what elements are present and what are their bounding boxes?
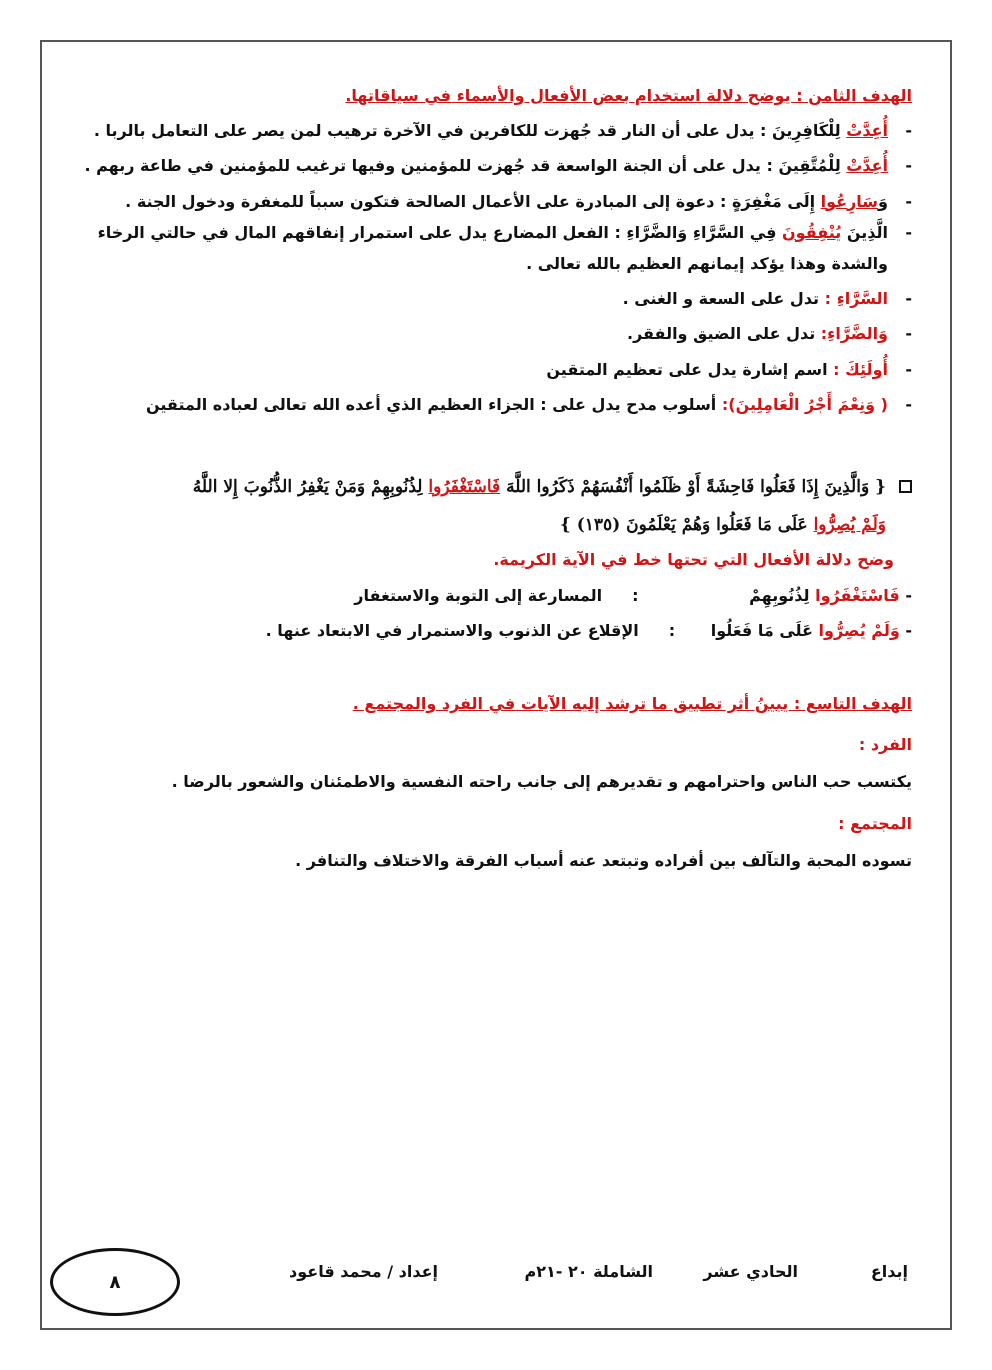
- footer-grade: الحادي عشر: [703, 1262, 798, 1281]
- item-text: : يدل على أن الجنة الواسعة قد جُهزت للمؤمنين وفيها ترغيب للمؤمنين في طاعة ربهم .: [84, 156, 779, 176]
- checkbox-icon: [899, 480, 912, 493]
- item-term: السَّرَّاءِ :: [824, 289, 888, 309]
- item-term-rest: لِلْكَافِرِينَ: [772, 121, 847, 141]
- item-text: اسم إشارة يدل على تعظيم المتقين: [546, 359, 834, 379]
- item-term: أُولَئِكَ :: [833, 359, 888, 379]
- answer-text: المسارعة إلى التوبة والاستغفار: [354, 585, 603, 605]
- item-text: : دعوة إلى المبادرة على الأعمال الصالحة فتكون سبباً للمغفرة ودخول الجنة .: [125, 191, 732, 211]
- goal8-item: - الَّذِينَ يُنْفِقُونَ فِي السَّرَّاءِ وَالضَّرَّاءِ : الفعل المضارع يدل على استمرار إنفاقهم المال في حالتي الرخاء والشدة وهذا يؤكد إيمانهم العظيم بالله تعالى .: [97, 222, 912, 273]
- society-label: المجتمع :: [838, 813, 912, 833]
- item-term-rest: إِلَى مَغْفِرَةٍ: [731, 191, 821, 211]
- item-term-rest: لِلْمُتَّقِينَ: [778, 156, 847, 176]
- item-term: أُعِدَّتْ: [846, 121, 888, 141]
- page-number-oval: [50, 1248, 180, 1316]
- item-term: سَارِعُوا: [820, 191, 879, 211]
- answer-row: - فَاسْتَغْفَرُوا لِذُنُوبِهِمْ :المسارعة إلى التوبة والاستغفار: [354, 585, 912, 605]
- item-term: يُنْفِقُونَ: [782, 222, 842, 242]
- item-term-rest: فِي السَّرَّاءِ وَالضَّرَّاءِ: [626, 222, 783, 242]
- goal8-item: - وَسَارِعُوا إِلَى مَغْفِرَةٍ : دعوة إلى المبادرة على الأعمال الصالحة فتكون سبباً للمغفرة ودخول الجنة .: [125, 191, 912, 211]
- item-text: تدل على السعة و الغنى .: [622, 289, 825, 309]
- item-text: : الفعل المضارع يدل على استمرار إنفاقهم المال في حالتي الرخاء والشدة وهذا يؤكد إيمانهم العظيم بالله تعالى .: [97, 222, 888, 273]
- quran-verse: { وَالَّذِينَ إِذَا فَعَلُوا فَاحِشَةً أَوْ ظَلَمُوا أَنْفُسَهُمْ ذَكَرُوا اللَّهَ فَاسْتَغْفَرُوا لِذُنُوبِهِمْ وَمَنْ يَغْفِرُ الذُّنُوبَ إِلا اللَّهُ وَلَمْ يُصِرُّوا عَلَى مَا فَعَلُوا وَهُمْ يَعْلَمُونَ (١٣٥) }: [70, 468, 912, 545]
- answer-term: فَاسْتَغْفَرُوا: [815, 585, 900, 605]
- verse-highlight: وَلَمْ يُصِرُّوا: [813, 515, 886, 536]
- goal8-item: - أُعِدَّتْ لِلْمُتَّقِينَ : يدل على أن الجنة الواسعة قد جُهزت للمؤمنين وفيها ترغيب للمؤمنين في طاعة ربهم .: [84, 156, 912, 176]
- item-term-pre: الَّذِينَ: [841, 222, 888, 242]
- answer-text: الإقلاع عن الذنوب والاستمرار في الابتعاد عنها .: [265, 620, 639, 640]
- item-term: أُعِدَّتْ: [846, 156, 888, 176]
- item-text: أسلوب مدح يدل على : الجزاء العظيم الذي أعده الله تعالى لعباده المتقين: [146, 394, 722, 414]
- footer-edition: الشاملة ٢٠ -٢١م: [524, 1262, 653, 1281]
- item-term: ( وَنِعْمَ أَجْرُ الْعَامِلِينَ):: [721, 394, 888, 414]
- goal9-heading: الهدف التاسع : يبينُ أثر تطبيق ما ترشد إليه الآيات في الفرد والمجتمع .: [352, 693, 912, 713]
- individual-text: يكتسب حب الناس واحترامهم و تقديرهم إلى جانب راحته النفسية والاطمئنان والشعور بالرضا .: [171, 772, 912, 792]
- society-text: تسوده المحبة والتآلف بين أفراده وتبتعد عنه أسباب الفرقة والاختلاف والتنافر .: [295, 850, 912, 870]
- goal8-item: - ( وَنِعْمَ أَجْرُ الْعَامِلِينَ): أسلوب مدح يدل على : الجزاء العظيم الذي أعده الله تعالى لعباده المتقين: [146, 394, 912, 414]
- footer-author: إعداد / محمد قاعود: [289, 1262, 438, 1281]
- goal8-item: - أُولَئِكَ : اسم إشارة يدل على تعظيم المتقين: [546, 359, 912, 379]
- goal8-item: - أُعِدَّتْ لِلْكَافِرِينَ : يدل على أن النار قد جُهزت للكافرين في الآخرة ترهيب لمن يصر على التعامل بالربا .: [93, 121, 912, 141]
- goal8-heading: الهدف الثامن : يوضح دلالة استخدام بعض الأفعال والأسماء في سياقاتها.: [345, 86, 912, 105]
- goal8-item: - وَالضَّرَّاءِ: تدل على الضيق والفقر.: [627, 324, 912, 344]
- question-prompt: وضح دلالة الأفعال التي تحتها خط في الآية الكريمة.: [493, 550, 894, 570]
- footer-brand: إبداع: [870, 1262, 908, 1281]
- goal8-item: - السَّرَّاءِ : تدل على السعة و الغنى .: [622, 289, 912, 309]
- page-content: [70, 80, 912, 876]
- answer-term: وَلَمْ يُصِرُّوا: [818, 620, 900, 640]
- item-term: وَالضَّرَّاءِ:: [820, 324, 888, 344]
- item-term-pre: وَ: [878, 191, 888, 211]
- page-number: ٨: [109, 1271, 121, 1293]
- answer-row: - وَلَمْ يُصِرُّوا عَلَى مَا فَعَلُوا :الإقلاع عن الذنوب والاستمرار في الابتعاد عنها .: [265, 620, 912, 640]
- item-text: : يدل على أن النار قد جُهزت للكافرين في الآخرة ترهيب لمن يصر على التعامل بالربا .: [93, 121, 772, 141]
- verse-highlight: فَاسْتَغْفَرُوا: [428, 476, 501, 497]
- individual-label: الفرد :: [858, 735, 912, 755]
- item-text: تدل على الضيق والفقر.: [627, 324, 821, 344]
